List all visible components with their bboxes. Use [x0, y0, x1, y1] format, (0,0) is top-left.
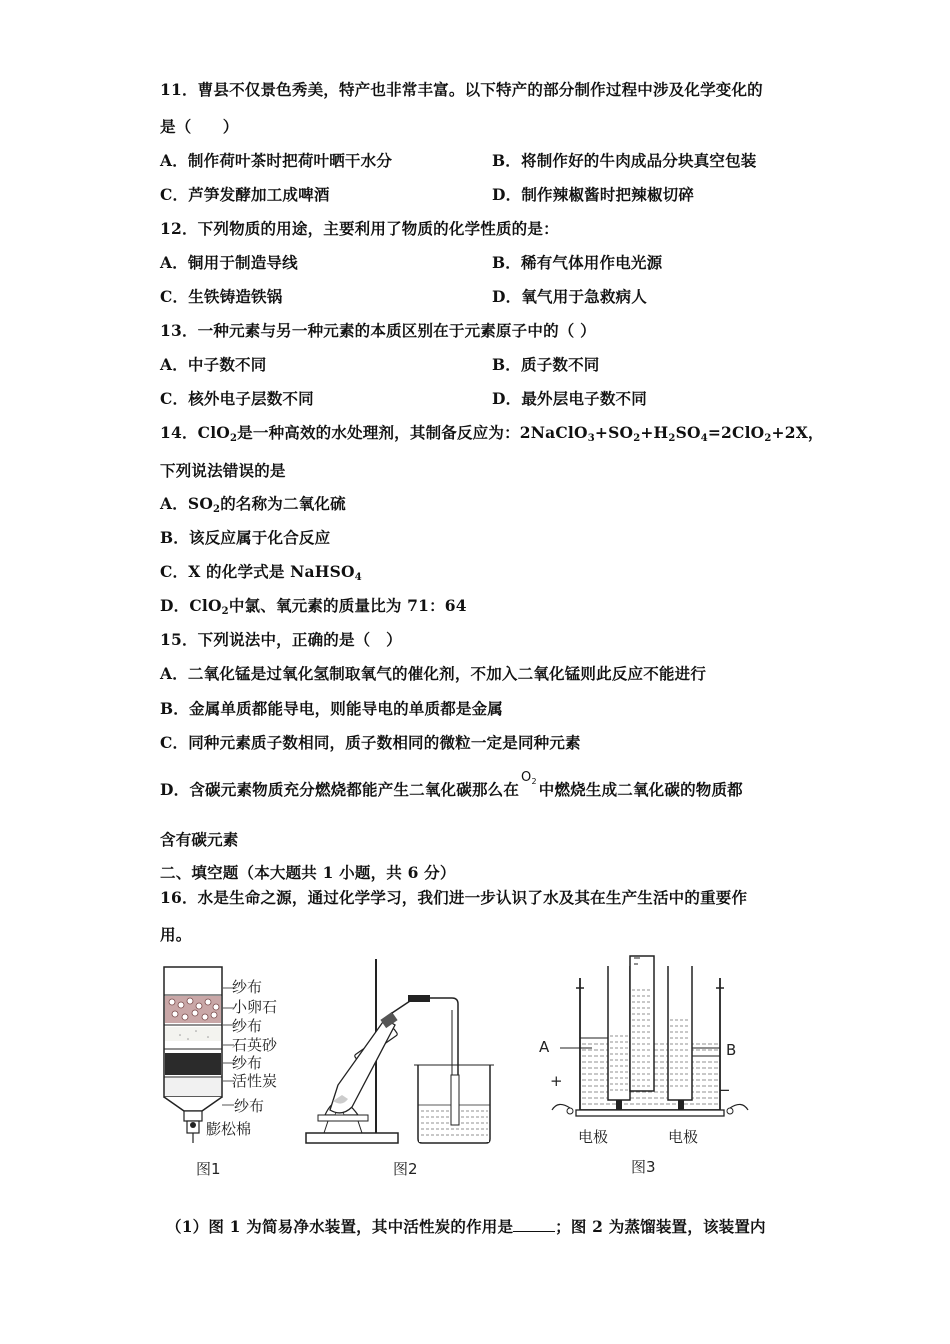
q11-option-b: B．将制作好的牛肉成品分块真空包装 [492, 151, 757, 170]
q15-option-a: A．二氧化锰是过氧化氢制取氧气的催化剂，不加入二氧化锰则此反应不能进行 [160, 664, 707, 683]
q13-option-b: B．质子数不同 [492, 355, 600, 374]
q15-stem: 15．下列说法中，正确的是（ ） [160, 630, 402, 649]
figure-2-caption: 图2 [393, 1160, 418, 1178]
purifier-diagram [150, 965, 300, 1180]
q14-option-a: A．$SO_2$的名称为二氧化硫 [160, 494, 346, 515]
label-electrode-right: 电极 [668, 1128, 699, 1146]
label-tube-b: B [726, 1041, 737, 1059]
figure-1 [150, 965, 300, 1180]
q14-option-b: B．该反应属于化合反应 [160, 528, 331, 547]
figure-2 [300, 955, 500, 1180]
q12-option-a: A．铜用于制造导线 [160, 253, 298, 272]
q14-stem-line1: 14．ClO$_2$是一种高效的水处理剂，其制备反应为：$2NaClO_3+SO_2+H_2SO_4=2ClO_2+2X$， [160, 423, 824, 444]
q16-stem-line1: 16．水是生命之源，通过化学学习，我们进一步认识了水及其在生产生活中的重要作 [160, 888, 748, 907]
label-pebbles: 小卵石 [232, 998, 278, 1016]
q14-stem-line2: 下列说法错误的是 [160, 461, 286, 480]
label-gauze-2: 纱布 [232, 1017, 263, 1035]
q13-option-a: A．中子数不同 [160, 355, 267, 374]
label-gauze-3: 纱布 [232, 1054, 263, 1072]
q13-option-c: C．核外电子层数不同 [160, 389, 314, 408]
q11-option-c: C．芦笋发酵加工成啤酒 [160, 185, 330, 204]
label-electrode-left: 电极 [578, 1128, 609, 1146]
q13-option-d: D．最外层电子数不同 [492, 389, 647, 408]
figure-3 [530, 950, 760, 1185]
o2-formula: O2 [521, 770, 537, 786]
q11-option-a: A．制作荷叶茶时把荷叶晒干水分 [160, 151, 393, 170]
section-heading: 二、填空题（本大题共 1 小题，共 6 分） [160, 863, 456, 882]
label-gauze-1: 纱布 [232, 978, 263, 996]
q16-subquestion-1: （1）图 1 为简易净水装置，其中活性炭的作用是 ；图 2 为蒸馏装置，该装置内 [166, 1217, 766, 1236]
q14-option-c: C．X 的化学式是 NaHSO$_4$ [160, 562, 362, 583]
q16-stem-line2: 用。 [160, 925, 192, 944]
figure-3-caption: 图3 [631, 1158, 656, 1176]
label-negative: − [718, 1081, 731, 1099]
answer-blank[interactable] [513, 1231, 555, 1232]
figure-1-caption: 图1 [196, 1160, 221, 1178]
label-quartz-sand: 石英砂 [232, 1036, 278, 1054]
label-tube-a: A [539, 1038, 550, 1056]
q12-stem: 12．下列物质的用途，主要利用了物质的化学性质的是： [160, 219, 559, 238]
q12-option-c: C．生铁铸造铁锅 [160, 287, 283, 306]
q14-option-d: D．ClO$_2$中氯、氧元素的质量比为 71：64 [160, 596, 467, 617]
q12-option-b: B．稀有气体用作电光源 [492, 253, 663, 272]
q15-option-c: C．同种元素质子数相同，质子数相同的微粒一定是同种元素 [160, 733, 581, 752]
q15-option-d: D．含碳元素物质充分燃烧都能产生二氧化碳那么在$^{O_2}$ 中燃烧生成二氧化碳的物质都 [160, 770, 743, 799]
distillation-diagram [300, 955, 500, 1180]
label-cotton: 膨松棉 [206, 1120, 252, 1138]
electrolysis-diagram [530, 950, 760, 1185]
q11-stem-line1: 11．曹县不仅景色秀美，特产也非常丰富。以下特产的部分制作过程中涉及化学变化的 [160, 80, 763, 99]
label-activated-carbon: 活性炭 [232, 1072, 278, 1090]
q11-stem-line2: 是（ ） [160, 117, 239, 136]
q13-stem: 13．一种元素与另一种元素的本质区别在于元素原子中的（ ） [160, 321, 596, 340]
label-gauze-4: 纱布 [234, 1097, 265, 1115]
q12-option-d: D．氧气用于急救病人 [492, 287, 647, 306]
q15-option-d-line2: 含有碳元素 [160, 830, 239, 849]
label-positive: + [550, 1072, 563, 1090]
q15-option-b: B．金属单质都能导电，则能导电的单质都是金属 [160, 699, 504, 718]
q11-option-d: D．制作辣椒酱时把辣椒切碎 [492, 185, 695, 204]
